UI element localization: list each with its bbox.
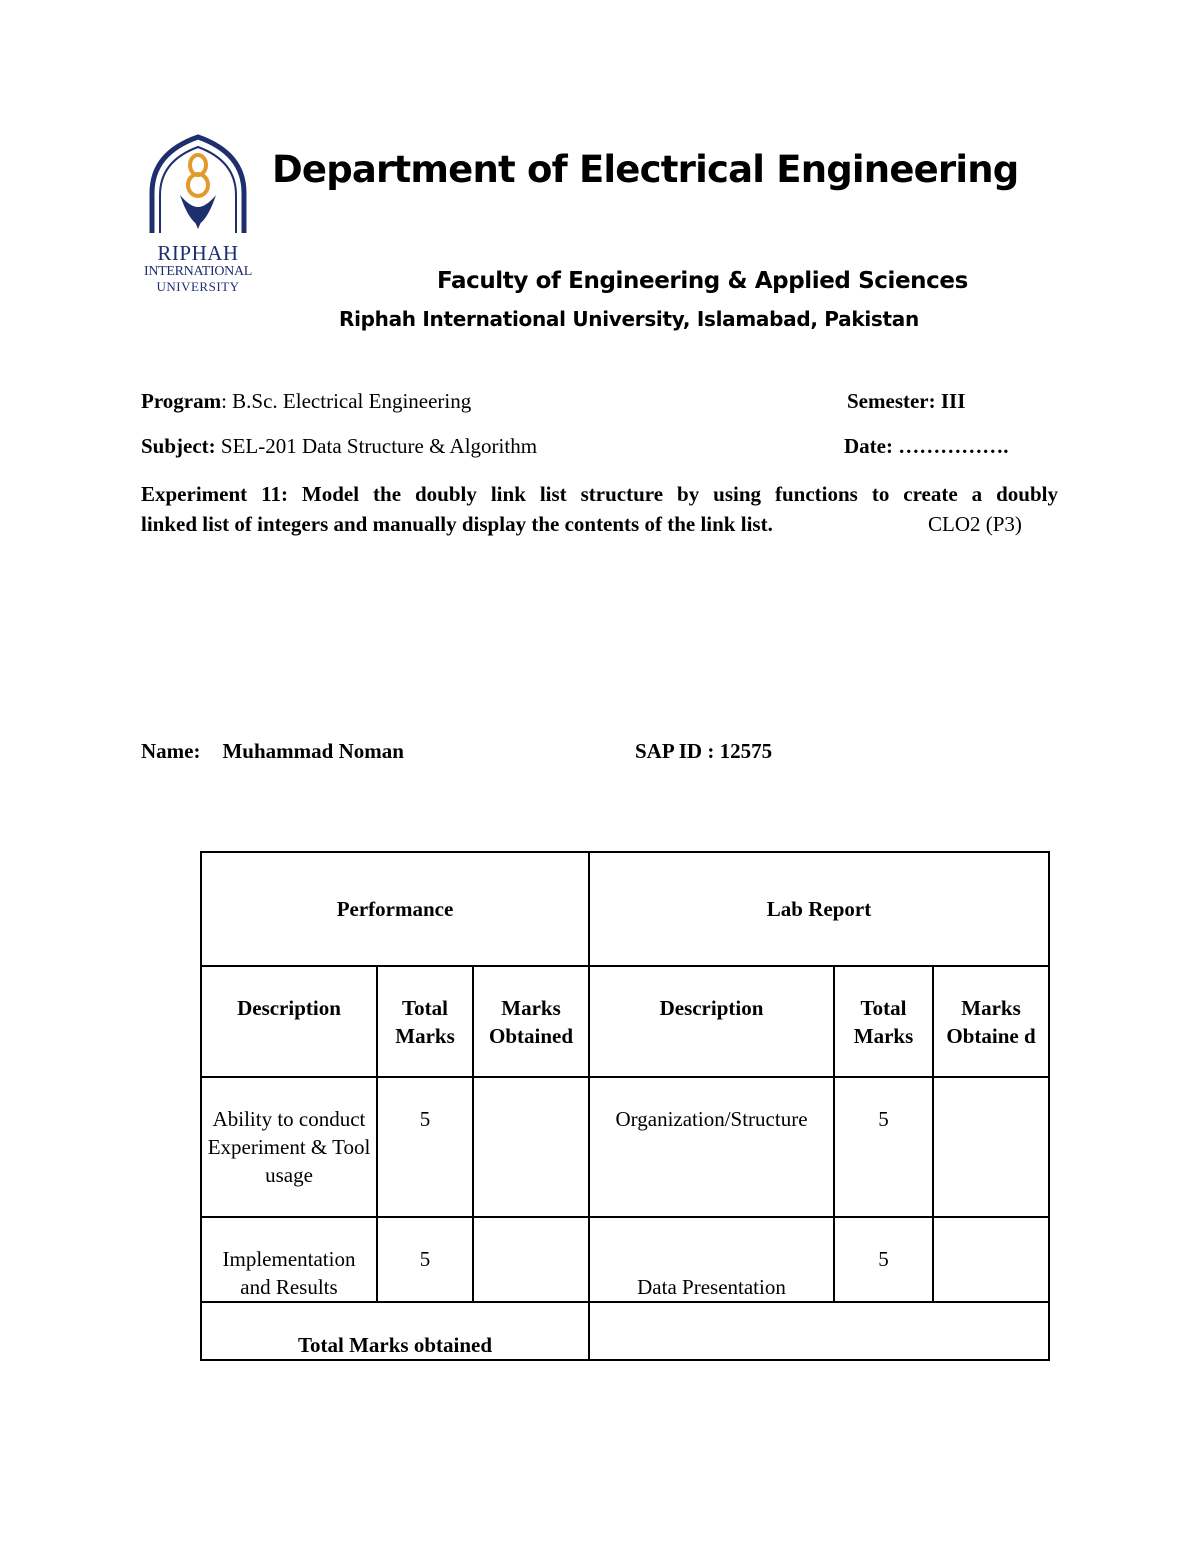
lab-description-cell: Organization/Structure: [589, 1077, 834, 1217]
university-logo: [136, 133, 260, 295]
perf-obtained-cell[interactable]: [473, 1077, 589, 1217]
lab-marks-obtained-header: Marks Obtaine d: [933, 966, 1049, 1077]
program-value: : B.Sc. Electrical Engineering: [221, 389, 472, 413]
lab-total-cell: 5: [834, 1077, 933, 1217]
subject-line: [141, 434, 537, 459]
sap-id-line: SAP ID : 12575: [635, 739, 773, 763]
perf-marks-obtained-header: Marks Obtained: [473, 966, 589, 1077]
total-marks-value[interactable]: [589, 1302, 1049, 1360]
subject-label: Subject:: [141, 434, 216, 458]
total-row: [201, 1302, 1049, 1360]
experiment-line-2: [141, 509, 1058, 539]
perf-description-cell: Implementation and Results: [201, 1217, 377, 1302]
date-line: [844, 434, 1008, 459]
table-row: [201, 1077, 1049, 1217]
performance-header: Performance: [201, 852, 589, 966]
lab-obtained-cell[interactable]: [933, 1077, 1049, 1217]
logo-line-2: INTERNATIONAL: [143, 264, 253, 279]
perf-total-cell: 5: [377, 1217, 473, 1302]
experiment-line-1: Experiment 11: Model the doubly link list structure by using functions to create a doubly: [141, 482, 1058, 506]
lab-description-cell: Data Presentation: [589, 1217, 834, 1302]
logo-line-1: RIPHAH: [157, 241, 239, 265]
perf-description-header: Description: [201, 966, 377, 1077]
semester-value: III: [935, 389, 966, 413]
semester-label: Semester:: [847, 389, 936, 413]
table-subheader-row: [201, 966, 1049, 1077]
name-value: Muhammad Noman: [222, 739, 404, 763]
university-title: Riphah International University, Islamabad, Pakistan: [339, 307, 919, 331]
logo-line-3: UNIVERSITY: [156, 279, 240, 294]
semester-line: [847, 389, 965, 414]
program-label: Program: [141, 389, 222, 413]
logo-emblem-icon: [136, 133, 260, 245]
lab-total-marks-header: Total Marks: [834, 966, 933, 1077]
total-marks-label: Total Marks obtained: [201, 1302, 589, 1360]
department-title: Department of Electrical Engineering: [272, 148, 1019, 191]
lab-total-cell: 5: [834, 1217, 933, 1302]
perf-description-cell: Ability to conduct Experiment & Tool usage: [201, 1077, 377, 1217]
program-line: [141, 389, 471, 414]
experiment-line-2-text: linked list of integers and manually display the contents of the link list.: [141, 512, 773, 536]
name-line: [141, 739, 404, 764]
table-row: [201, 1217, 1049, 1302]
perf-total-marks-header: Total Marks: [377, 966, 473, 1077]
lab-report-header: Lab Report: [589, 852, 1049, 966]
subject-value: SEL-201 Data Structure & Algorithm: [215, 434, 538, 458]
perf-total-cell: 5: [377, 1077, 473, 1217]
marks-table: [200, 851, 1050, 1361]
table-header-row: [201, 852, 1049, 966]
name-label: Name:: [141, 739, 201, 763]
clo-label: CLO2 (P3): [928, 512, 1022, 536]
experiment-statement: [141, 479, 1058, 539]
date-value: …………….: [892, 434, 1009, 458]
date-label: Date:: [844, 434, 893, 458]
lab-obtained-cell[interactable]: [933, 1217, 1049, 1302]
faculty-title: Faculty of Engineering & Applied Sciences: [437, 268, 968, 294]
lab-description-header: Description: [589, 966, 834, 1077]
perf-obtained-cell[interactable]: [473, 1217, 589, 1302]
